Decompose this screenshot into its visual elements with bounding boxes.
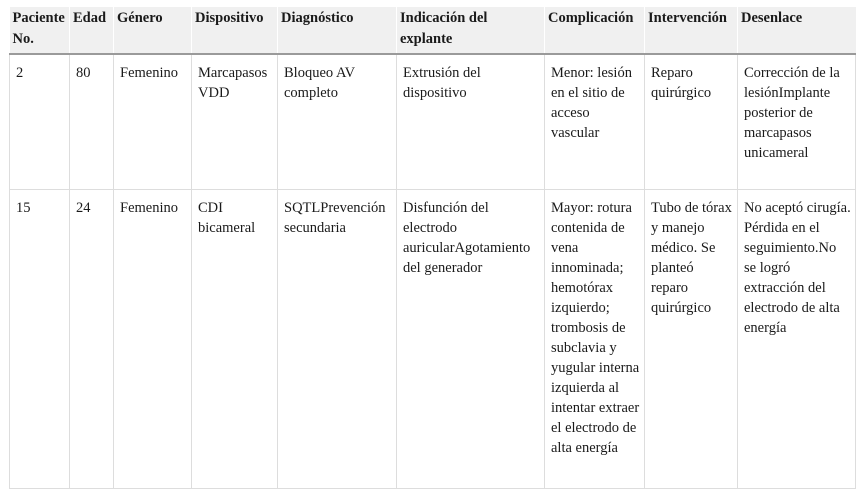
cell-complicacion: Menor: lesión en el sitio de acceso vascular bbox=[545, 54, 645, 190]
table-row bbox=[10, 190, 856, 489]
cell-edad: 24 bbox=[70, 190, 114, 489]
header-diagnostico: Diagnóstico bbox=[278, 7, 397, 54]
cell-indicacion: Disfunción del electrodo auricularAgotamiento del generador bbox=[397, 190, 545, 489]
cell-complicacion: Mayor: rotura contenida de vena innominada; hemotórax izquierdo; trombosis de subclavia y yugular interna izquierda al intentar extraer el electrodo de alta energía bbox=[545, 190, 645, 489]
cell-genero: Femenino bbox=[114, 190, 192, 489]
table-header bbox=[10, 7, 856, 54]
cell-dispositivo: Marcapasos VDD bbox=[192, 54, 278, 190]
cell-indicacion: Extrusión del dispositivo bbox=[397, 54, 545, 190]
cell-intervencion: Tubo de tórax y manejo médico. Se planteó reparo quirúrgico bbox=[645, 190, 738, 489]
cell-paciente: 2 bbox=[10, 54, 70, 190]
cell-dispositivo: CDI bicameral bbox=[192, 190, 278, 489]
table-body bbox=[10, 54, 856, 489]
cell-diagnostico: SQTLPrevención secundaria bbox=[278, 190, 397, 489]
header-indicacion: Indicación del explante bbox=[397, 7, 545, 54]
cell-paciente: 15 bbox=[10, 190, 70, 489]
cell-desenlace: No aceptó cirugía. Pérdida en el seguimiento.No se logró extracción del electrodo de alta energía bbox=[738, 190, 856, 489]
header-dispositivo: Dispositivo bbox=[192, 7, 278, 54]
cell-edad: 80 bbox=[70, 54, 114, 190]
header-desenlace: Desenlace bbox=[738, 7, 856, 54]
header-row bbox=[10, 7, 856, 54]
header-complicacion: Complicación bbox=[545, 7, 645, 54]
clinical-cases-table bbox=[9, 7, 856, 489]
table-row bbox=[10, 54, 856, 190]
cell-intervencion: Reparo quirúrgico bbox=[645, 54, 738, 190]
header-edad: Edad bbox=[70, 7, 114, 54]
cell-desenlace: Corrección de la lesiónImplante posterior de marcapasos unicameral bbox=[738, 54, 856, 190]
header-genero: Género bbox=[114, 7, 192, 54]
header-paciente: Paciente No. bbox=[10, 7, 70, 54]
cell-diagnostico: Bloqueo AV completo bbox=[278, 54, 397, 190]
cell-genero: Femenino bbox=[114, 54, 192, 190]
header-intervencion: Intervención bbox=[645, 7, 738, 54]
